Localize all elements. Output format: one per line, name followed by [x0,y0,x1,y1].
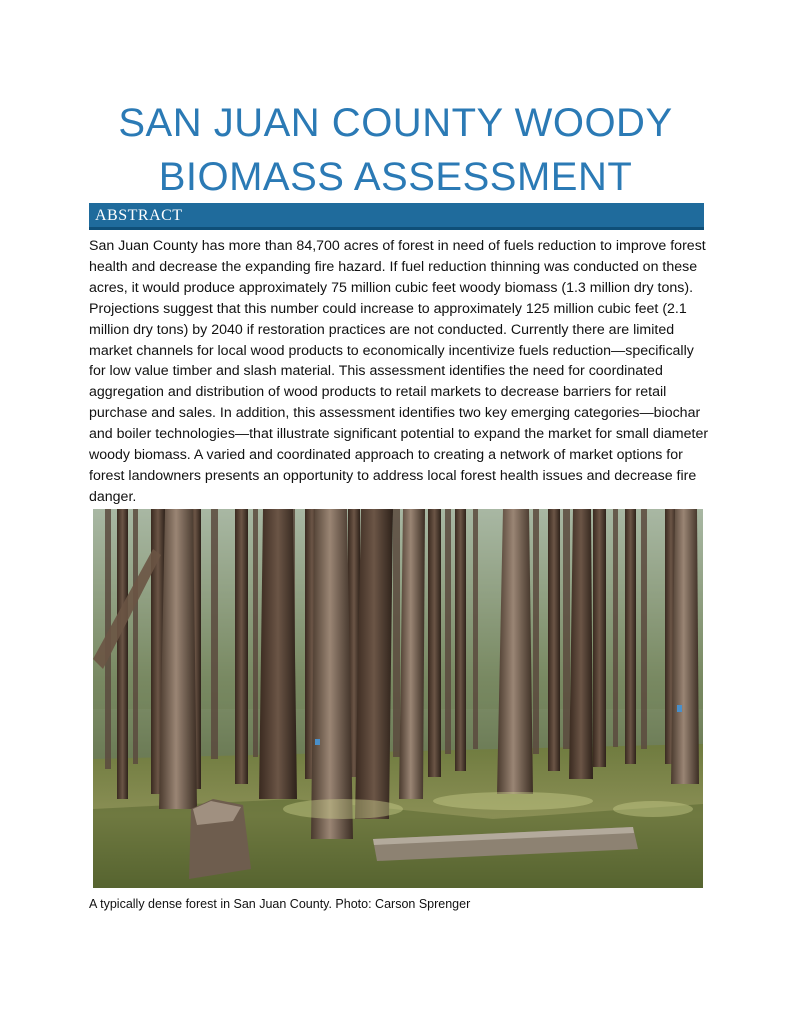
document-title-line-2: BIOMASS ASSESSMENT [158,155,633,199]
abstract-heading: ABSTRACT [95,207,183,224]
abstract-body: San Juan County has more than 84,700 acres of forest in need of fuels reduction to improve forest health and decrease the expanding fire hazard. If fuel reduction thinning was conducted on these acres, it would produce approximately 75 million cubic feet woody biomass (1.3 million dry tons). Projections suggest that this number could increase to approximately 125 million cubic feet (2.1 million dry tons) by 2040 if restoration practices are not conducted. Currently there are limited market channels for local wood products to economically incentivize fuels reduction—specifically for low value timber and slash material. This assessment identifies the need for coordinated aggregation and distribution of wood products to retail markets to decrease barriers for retail purchase and sales. In addition, this assessment identifies two key emerging categories—biochar and boiler technologies—that illustrate significant potential to expand the market for small diameter woody biomass. A varied and coordinated approach to creating a network of market options for forest landowners presents an opportunity to address local forest health issues and decrease fire danger. [89,238,709,505]
abstract-section-header [89,203,704,230]
forest-photo [93,509,703,888]
document-title [60,96,731,204]
photo-caption: A typically dense forest in San Juan County. Photo: Carson Sprenger [89,897,471,911]
document-title-line-1: SAN JUAN COUNTY WOODY [118,101,673,145]
